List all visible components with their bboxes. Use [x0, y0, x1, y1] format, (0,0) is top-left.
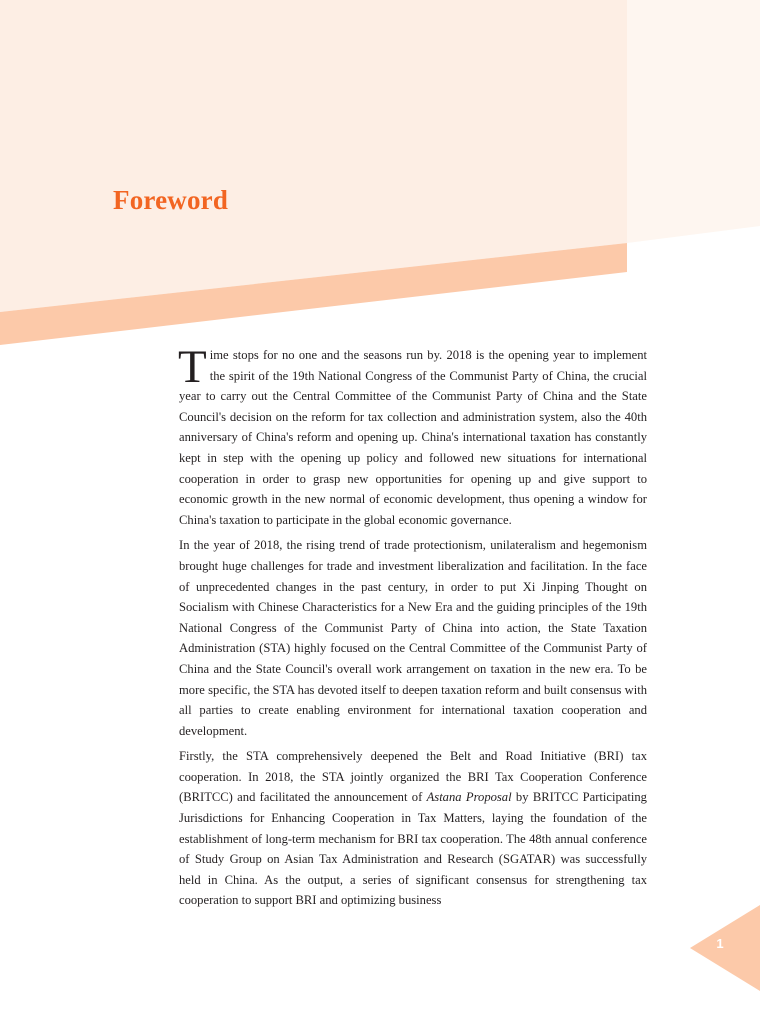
paragraph-1 — [178, 341, 647, 530]
paragraph-3 — [179, 746, 647, 911]
page-number: 1 — [716, 936, 724, 951]
page-title: Foreword — [113, 185, 229, 215]
foreword-body — [178, 341, 647, 916]
header-light-panel-right — [627, 0, 760, 243]
paragraph-3-text-end: by BRITCC Participating Jurisdictions for Enhancing Cooperation in Tax Matters, laying the foundation of the establishment of long-term mechanism for BRI tax cooperation. The 48th annual conference of Study Group on Asian Tax Administration and Research (SGATAR) was successfully held in China. As the output, a series of significant consensus for strengthening tax cooperation to support BRI and optimizing business — [179, 790, 647, 908]
astana-proposal-title: Astana Proposal — [426, 790, 512, 805]
paragraph-1-text: ime stops for no one and the seasons run by. 2018 is the opening year to implement the spirit of the 19th National Congress of the Communist Party of China, the crucial year to carry out the Central Committee of the Communist Party of China and the State Council's decision on the reform for tax collection and administration system, also the 40th anniversary of China's reform and opening up. China's international taxation has constantly kept in step with the opening up policy and followed new situations for international cooperation in order to grasp new opportunities for opening up and give support to economic growth in the new normal of economic development, thus opening a window for China's taxation to participate in the global economic governance. — [179, 348, 647, 527]
paragraph-2: In the year of 2018, the rising trend of trade protectionism, unilateralism and hegemonism brought huge challenges for trade and investment liberalization and facilitation. In the face of unprecedented changes in the past century, in order to put Xi Jinping Thought on Socialism with Chinese Characteristics for a New Era and the guiding principles of the 19th National Congress of the Communist Party of China into action, the State Taxation Administration (STA) highly focused on the Central Committee of the Communist Party of China and the State Council's overall work arrangement on taxation in the new era. To be more specific, the STA has devoted itself to deepen taxation reform and built consensus with all parties to create enabling environment for international taxation cooperation and development. — [179, 538, 647, 738]
paragraph-3-text-start: Firstly, the STA comprehensively deepened the Belt and Road Initiative (BRI) tax cooperation. In 2018, the STA jointly organized the BRI Tax Cooperation Conference (BRITCC) and facilitated the announcement of — [179, 749, 647, 805]
drop-cap: T — [178, 341, 207, 393]
